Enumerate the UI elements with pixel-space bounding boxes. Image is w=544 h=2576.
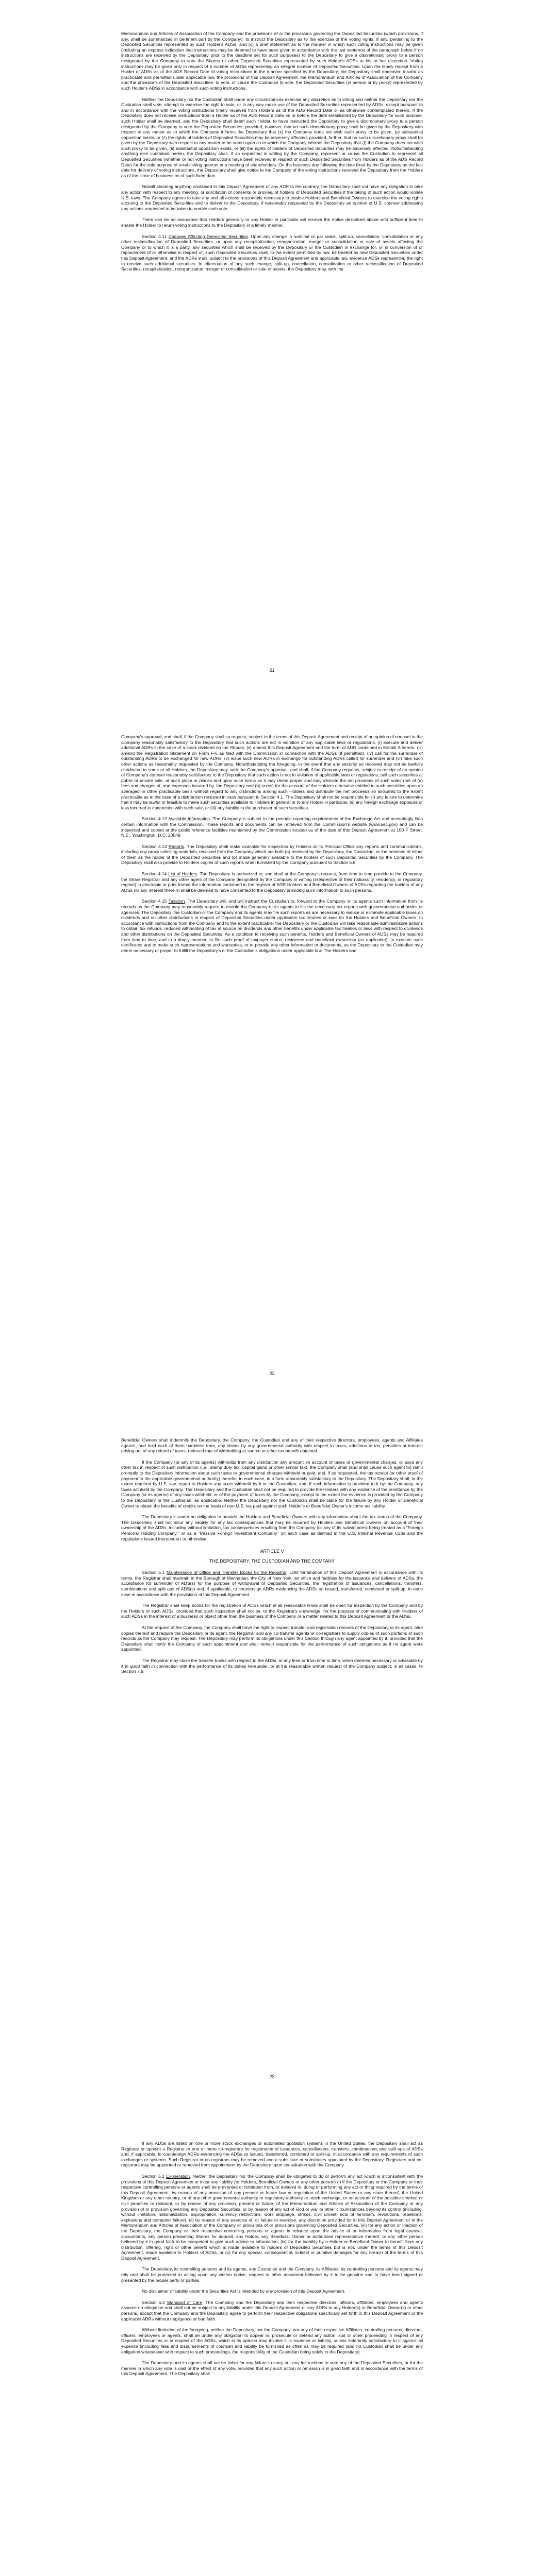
body-paragraph [121,1658,423,1674]
paragraph-text: Notwithstanding anything contained in this Deposit Agreement or any ADR to the contrary, the Depositary shall not have any obligation to take any action with respect to any meeting, or solicitation of consents or proxies, of holders of Deposited Securities if the taking of such action would violate U.S. laws. The Company agrees to take any and all actions reasonably necessary to enable Holders and Beneficial Owners to exercise the voting rights accruing to the Deposited Securities and to deliver to the Depositary, if reasonably requested by the Depositary an opinion of U.S. counsel addressing any actions requested to be taken to enable such vote. [121,184,423,211]
document-page [0,2110,544,2576]
section-paragraph: Section 4.11 Changes Affecting Deposited Securities. Upon any change in nominal or par value, split-up, cancellation, consolidation or any other reclassification of Deposited Securities, or upon any recapitalization, reorganization, merger or consolidation or sale of assets affecting the Company or to which it is a party, any securities which shall be received by the Depositary or the Custodian in exchange for, or in conversion of or replacement of or otherwise in respect of, such Deposited Securities shall, to the extent permitted by law, be treated as new Deposited Securities under this Deposit Agreement, and the ADRs shall, subject to the provisions of this Deposit Agreement and applicable law, evidence ADSs representing the right to receive such additional securities. In effectuation of any such change, split-up, cancellation, consolidation or other reclassification of Deposited Securities, recapitalization, reorganization, merger or consolidation or sale of assets, the Depositary may, with the [121,233,423,272]
section-title: Changes Affecting Deposited Securities [168,233,248,239]
section-title: Reports [168,843,184,849]
paragraph-text: The Depositary is authorized to, and shall at the Company's request, from time to time provide to the Company, the Share Registrar and any other agent of the Company designated by the Company in writing (irrespective of their nationality, residency, or regulatory regime) in electronic or print format the information contained in the register of ADR Holders and Beneficial Owners of ADSs regarding the holders of any ADSs (or any interest therein) shall be deemed to have consented to the Depositary providing such information to such persons. [121,871,423,893]
section-paragraph: Section 4.14 List of Holders. The Depositary is authorized to, and shall at the Company's request, from time to time provide to the Company, the Share Registrar and any other agent of the Company designated by the Company in writing (irrespective of their nationality, residency, or regulatory regime) in electronic or print format the information contained in the register of ADR Holders and Beneficial Owners of ADSs regarding the holders of any ADSs (or any interest therein) shall be deemed to have consented to the Depositary providing such information to such persons. [121,871,423,893]
section-paragraph: Section 4.15 Taxation. The Depositary will, and will instruct the Custodian to, forward to the Company or its agents such information from its records as the Company may reasonably request to enable the Company or its agents to file the necessary tax reports with governmental authorities or agencies. The Depositary, the Custodian or the Company and its agents may file such reports as are necessary to reduce or eliminate applicable taxes on dividends and on other distributions in respect of Deposited Securities under applicable tax treaties or laws for the Holders and Beneficial Owners. In accordance with instructions from the Company and to the extent practicable, the Depositary or the Custodian will take reasonable administrative actions to obtain tax refunds, reduced withholding of tax at source on dividends and other benefits under applicable tax treaties or laws with respect to dividends and other distributions on the Deposited Securities. As a condition to receiving such benefits, Holders and Beneficial Owners of ADSs may be required from time to time, and in a timely manner, to file such proof of taxpayer status, residence and beneficial ownership (as applicable), to execute such certificates and to make such representations and warranties, or to provide any other information or documents, as the Depositary or the Custodian may deem necessary or proper to fulfill the Depositary's or the Custodian's obligations under applicable law. The Holders and [121,899,423,953]
body-paragraph [121,2289,423,2294]
paragraph-text: The Depositary will, and will instruct the Custodian to, forward to the Company or its agents such information from its records as the Company may reasonably request to enable the Company or its agents to file the necessary tax reports with governmental authorities or agencies. The Depositary, the Custodian or the Company and its agents may file such reports as are necessary to reduce or eliminate applicable taxes on dividends and on other distributions in respect of Deposited Securities under applicable tax treaties or laws for the Holders and Beneficial Owners. In accordance with instructions from the Company and to the extent practicable, the Depositary or the Custodian will take reasonable administrative actions to obtain tax refunds, reduced withholding of tax at source on dividends and other benefits under applicable tax treaties or laws with respect to dividends and other distributions on the Deposited Securities. As a condition to receiving such benefits, Holders and Beneficial Owners of ADSs may be required from time to time, and in a timely manner, to file such proof of taxpayer status, residence and beneficial ownership (as applicable), to execute such certificates and to make such representations and warranties, or to provide any other information or documents, as the Depositary or the Custodian may deem necessary or proper to fulfill the Depositary's or the Custodian's obligations under applicable law. The Holders and [121,899,423,953]
paragraph-text: Neither the Depositary nor the Custodian shall under any circumstances exercise any discretion as to voting and neither the Depositary nor the Custodian shall vote, attempt to exercise the right to vote, or in any way make use of the Deposited Securities represented by ADSs, except pursuant to and in accordance with the voting instructions timely received from Holders as of the ADS Record Date or as otherwise contemplated therein. If the Depositary does not receive instructions from a Holder as of the ADS Record Date on or before the date established by the Depositary for such purpose, such Holder shall be deemed, and the Depositary shall deem such Holder, to have instructed the Depositary to give a discretionary proxy to a person designated by the Company to vote the Deposited Securities; provided, however, that no such discretionary proxy shall be given by the Depositary with respect to any matter as to which the Company informs the Depositary that (x) the Company does not wish such proxy to be given, (y) substantial opposition exists, or (z) the rights of holders of Deposited Securities may be adversely affected; provided, further, that no such discretionary proxy shall be given by the Depositary with respect to any matter to be voted upon as to which the Company informs the Depositary that (i) the Company does not wish such proxy to be given, (ii) substantial opposition exists, or (iii) the rights of holders of Deposited Securities may be adversely affected. Notwithstanding anything else contained herein, the Depositary shall, if so requested in writing by the Company, represent or cause the Custodian to represent all Deposited Securities (whether or not voting instructions have been received in respect of such Deposited Securities from Holders as of the ADS Record Date) for the sole purpose of establishing quorum at a meeting of shareholders. On the business day following the date fixed by the Depositary as the last date for delivery of voting instructions, the Depositary shall give notice to the Company of the voting instructions received the Depositary from the Holders as of the close of business as of such fixed date. [121,96,423,178]
section-title: List of Holders [168,871,197,877]
section-title: Standard of Care [167,2299,203,2305]
paragraph-text: Company's approval, and shall, if the Company shall so request, subject to the terms of this Deposit Agreement and receipt of an opinion of counsel to the Company reasonably satisfactory to the Depositary that such actions are not in violation of any applicable laws or regulations, (i) execute and deliver additional ADRs in the case of a stock dividend on the Shares, (ii) amend this Deposit Agreement and the form of ADR contained in Exhibit A hereto, (iii) amend the Registration Statement on Form F-6 as filed with the Commission in connection with the ADSs (if permitted), (iv) call for the surrender of outstanding ADRs to be exchanged for new ADRs, (v) issue such new ADRs in exchange for outstanding ADRs called for surrender and (vi) take such other actions as reasonably requested by the Company. Notwithstanding the foregoing, in the event that any security so received may not be lawfully distributed to some or all Holders, the Depositary may, with the Company's approval, and shall, if the Company requests, subject to receipt of an opinion of Company's counsel reasonably satisfactory to the Depositary that such action is not in violation of applicable laws or regulations, sell such securities at public or private sale, at such place or places and upon such terms as it may deem proper and may allocate the net proceeds of such sales (net of (a) fees and charges of, and expenses incurred by, the Depositary and (b) taxes) for the account of the Holders otherwise entitled to such securities upon an averaged or other practicable basis without regard to any distinctions among such Holders and distribute the net proceeds so allocated to the extent practicable as in the case of a distribution received in cash pursuant to Section 4.1. The Depositary shall not be responsible for (i) any failure to determine that it may be lawful or feasible to make such securities available to Holders in general or to any Holder in particular, (ii) any foreign exchange exposure or loss incurred in connection with such sale, or (iii) any liability to the purchaser of such securities. [121,734,423,810]
paragraph-text: Without limitation of the foregoing, neither the Depositary, nor the Company, nor any of their respective Affiliates, controlling persons, directors, officers, employees or agents, shall be under any obligation to appear in, prosecute or defend any action, suit or other proceeding in respect of any Deposited Securities or in respect of the ADSs, which in its opinion may involve it in expense or liability, unless indemnity satisfactory to it against all expense (including fees and disbursements of counsel) and liability be furnished as often as may be required (and no Custodian shall be under any obligation whatsoever with respect to such proceedings, the responsibility of the Custodian being solely to the Depositary). [121,2327,423,2354]
document-page [0,1406,544,2110]
article-subtitle: THE DEPOSITARY, THE CUSTODIAN AND THE COMPANY [209,1558,335,1564]
section-title: Exoneration [166,2173,190,2179]
body-paragraph [121,2141,423,2168]
section-paragraph: Section 4.13 Reports. The Depositary shall make available for inspection by Holders at its Principal Office any reports and communications, including any proxy soliciting materials, received from the Company which are both (a) received by the Depositary, the Custodian, or the nominee of either of them as the holder of the Deposited Securities and (b) made generally available to the holders of such Deposited Securities by the Company. The Depositary shall also provide to Holders copies of such reports when furnished by the Company pursuant to Section 5.6. [121,843,423,866]
section-title: Taxation [168,899,185,904]
body-paragraph [121,2327,423,2354]
body-paragraph [121,1603,423,1619]
paragraph-text: The Registrar shall keep books for the registration of ADSs which at all reasonable times shall be open for inspection by the Company and by the Holders of such ADSs, provided that such inspection shall not be, to the Registrar's knowledge, for the purpose of communicating with Holders of such ADSs in the interest of a business or object other than the business of the Company or a matter related to this Deposit Agreement or the ADSs. [121,1603,423,1619]
paragraph-text: The Depositary shall make available for inspection by Holders at its Principal Office any reports and communications, including any proxy soliciting materials, received from the Company which are both (a) received by the Depositary, the Custodian, or the nominee of either of them as the holder of the Deposited Securities and (b) made generally available to the holders of such Deposited Securities by the Company. The Depositary shall also provide to Holders copies of such reports when furnished by the Company pursuant to Section 5.6. [121,843,423,866]
paragraph-text: The Depositary is under no obligation to provide the Holders and Beneficial Owners with any information about the tax status of the Company. The Depositary shall not incur any liability for any tax consequences that may be incurred by Holders and Beneficial Owners on account of their ownership of the ADSs, including without limitation, tax consequences resulting from the Company (or any of its subsidiaries) being treated as a "Foreign Personal Holding Company," or as a "Passive Foreign Investment Company" (in each case as defined in the U.S. Internal Revenue Code and the regulations issued thereunder) or otherwise. [121,1514,423,1541]
paragraph-text: At the request of the Company, the Company shall have the right to inspect transfer and registration records of the Depositary or its agent, take copies thereof and require the Depositary or its agent, the Registrar and any co-transfer agents or co-registrars to supply copies of such portions of such records as the Company may request. The Depositary may perform its obligations under this Section through any agent appointed by it, provided that the Depositary shall notify the Company of such appointment and shall remain responsible for the performance of such obligations as if no agent were appointed. [121,1625,423,1652]
page-number: 23 [269,2074,275,2079]
section-number: Section 4.11 [142,233,167,239]
section-title: Available Information [168,816,210,822]
paragraph-text: The Depositary and its agents shall not be liable for any failure to carry out any instructions to vote any of the Deposited Securities, or for the manner in which any vote is cast or the effect of any vote, provided that any such action or omission is in good faith and in accordance with the terms of this Deposit Agreement. The Depositary shall [121,2360,423,2377]
body-paragraph [121,1625,423,1652]
body-paragraph [121,31,423,91]
body-paragraph [121,97,423,179]
paragraph-text: The Depositary, its controlling persons and its agents, any Custodian and the Company, its Affiliates, its controlling persons and its agents may rely and shall be protected in acting upon any written notice, request or other document believed by it to be genuine and to have been signed or presented by the proper party or parties. [121,2266,423,2283]
body-paragraph [121,1514,423,1541]
article-heading: ARTICLE V [260,1549,284,1554]
paragraph-text: Beneficial Owners shall indemnify the Depositary, the Company, the Custodian and any of their respective directors, employees, agents and Affiliates against, and hold each of them harmless from, any claims by any governmental authority with respect to taxes, additions to tax, penalties or interest arising out of any refund of taxes, reduced rate of withholding at source or other tax benefit obtained. [121,1437,423,1454]
section-number: Section 5.2 [142,2173,164,2179]
section-number: Section 4.13 [142,843,167,849]
section-number: Section 4.12 [142,816,167,822]
body-paragraph [121,217,423,228]
section-number: Section 4.14 [142,871,167,877]
paragraph-text: Neither the Depositary nor the Company shall be obligated to do or perform any act which is inconsistent with the provisions of this Deposit Agreement or incur any liability (to Holders, Beneficial Owners or any other person) (i) if the Depositary or the Company or their respective controlling persons or agents shall be prevented or forbidden from, or delayed in, doing or performing any act or thing required by the terms of this Deposit Agreement, by reason of any provision of any present or future law or regulation of the United States or any state thereof, the United Kingdom or any other country, or of any other governmental authority or regulatory authority or stock exchange, or on account of the possible criminal or civil penalties or restraint, or by reason of any provision, present or future, of the Memorandum and Articles of Association of the Company or any provision of or provision governing any Deposited Securities, or by reason of any act of God or war or other circumstances beyond its control (including, without limitation, nationalization, expropriation, currency restrictions, work stoppage, strikes, civil unrest, acts of terrorism, revolutions, rebellions, explosions and computer failure), (ii) by reason of any exercise of, or failure to exercise, any discretion provided for in this Deposit Agreement or in the Memorandum and Articles of Association of the Company or provisions of or provisions governing Deposited Securities, (iii) for any action or inaction of the Depositary, the Company or their respective controlling persons or agents in reliance upon the advice of or information from legal counsel, accountants, any person presenting Shares for deposit, any Holder, any Beneficial Owner or authorized representative thereof, or any other person believed by it in good faith to be competent to give such advice or information, (iv) for the inability by a Holder or Beneficial Owner to benefit from any distribution, offering, right or other benefit which is made available to holders of Deposited Securities but is not, under the terms of this Deposit Agreement, made available to Holders of ADSs, or (v) for any special, consequential, indirect or punitive damages for any breach of the terms of this Deposit Agreement. [121,2173,423,2261]
page-number: 22 [269,1371,275,1376]
document-page [0,703,544,1406]
body-paragraph [121,2360,423,2377]
body-paragraph [121,1460,423,1509]
section-number: Section 4.15 [142,899,167,904]
page-number: 21 [269,668,275,673]
paragraph-text: No disclaimer of liability under the Securities Act is intended by any provision of this Deposit Agreement. [142,2289,345,2294]
document-page [0,0,544,703]
paragraph-text: The Company and the Depositary and their respective directors, officers, affiliates, employees and agents assume no obligation and shall not be subject to any liability under this Deposit Agreement or any ADRs to any Holder(s) or Beneficial Owner(s) or other persons, except that the Company and the Depositary agree to perform their respective obligations specifically set forth in this Deposit Agreement or the applicable ADRs without negligence or bad faith. [121,2299,423,2321]
paragraph-text: The Registrar may close the transfer books with respect to the ADSs, at any time or from time to time, when deemed necessary or advisable by it in good faith in connection with the performance of its duties hereunder, or at the reasonable written request of the Company subject, in all cases, to Section 7.8. [121,1658,423,1674]
paragraph-text: Until termination of this Deposit Agreement in accordance with its terms, the Registrar shall maintain in the Borough of Manhattan, the City of New York, an office and facilities for the issuance and delivery of ADSs, the acceptance for surrender of ADS(s) for the purpose of withdrawal of Deposited Securities, the registration of issuances, cancellations, transfers, combinations and split-ups of ADS(s) and, if applicable, to countersign ADRs evidencing the ADSs so issued, transferred, combined or split-up, in each case in accordance with the provisions of this Deposit Agreement. [121,1570,423,1597]
body-paragraph [121,734,423,810]
paragraph-text: The Company is subject to the periodic reporting requirements of the Exchange Act and accordingly files certain information with the Commission. These reports and documents can be retrieved from the Commission's website (www.sec.gov) and can be inspected and copied at the public reference facilities maintained by the Commission located as of the date of this Deposit Agreement at 100 F Street, N.E., Washington, D.C. 20549. [121,816,423,838]
section-paragraph: Section 5.2 Exoneration. Neither the Depositary nor the Company shall be obligated to do or perform any act which is inconsistent with the provisions of this Deposit Agreement or incur any liability (to Holders, Beneficial Owners or any other person) (i) if the Depositary or the Company or their respective controlling persons or agents shall be prevented or forbidden from, or delayed in, doing or performing any act or thing required by the terms of this Deposit Agreement, by reason of any provision of any present or future law or regulation of the United States or any state thereof, the United Kingdom or any other country, or of any other governmental authority or regulatory authority or stock exchange, or on account of the possible criminal or civil penalties or restraint, or by reason of any provision, present or future, of the Memorandum and Articles of Association of the Company or any provision of or provision governing any Deposited Securities, or by reason of any act of God or war or other circumstances beyond its control (including, without limitation, nationalization, expropriation, currency restrictions, work stoppage, strikes, civil unrest, acts of terrorism, revolutions, rebellions, explosions and computer failure), (ii) by reason of any exercise of, or failure to exercise, any discretion provided for in this Deposit Agreement or in the Memorandum and Articles of Association of the Company or provisions of or provisions governing Deposited Securities, (iii) for any action or inaction of the Depositary, the Company or their respective controlling persons or agents in reliance upon the advice of or information from legal counsel, accountants, any person presenting Shares for deposit, any Holder, any Beneficial Owner or authorized representative thereof, or any other person believed by it in good faith to be competent to give such advice or information, (iv) for the inability by a Holder or Beneficial Owner to benefit from any distribution, offering, right or other benefit which is made available to holders of Deposited Securities but is not, under the terms of this Deposit Agreement, made available to Holders of ADSs, or (v) for any special, consequential, indirect or punitive damages for any breach of the terms of this Deposit Agreement. [121,2173,423,2261]
section-number: Section 5.3 [142,2299,165,2305]
body-paragraph [121,2266,423,2283]
body-paragraph [121,184,423,211]
section-title: Maintenance of Office and Transfer Books by the Registrar [166,1570,287,1575]
paragraph-text: If the Company (or any of its agents) withholds from any distribution any amount on account of taxes or governmental charges, or pays any other tax in respect of such distribution (i.e., stamp duty tax, capital gains or other similar tax), the Company shall (and shall cause such agent to) remit promptly to the Depositary information about such taxes or governmental charges withheld or paid, and, if so requested, the tax receipt (or other proof of payment to the applicable governmental authority) therefor, in each case, in a form reasonably satisfactory to the Depositary. The Depositary shall, to the extent required by U.S. law, report to Holders any taxes withheld by it or the Custodian, and, if such information is provided to it by the Company, any taxes withheld by the Company. The Depositary and the Custodian shall not be required to provide the Holders with any evidence of the remittance by the Company (or its agents) of any taxes withheld, or of the payment of taxes by the Company, except to the extent the evidence is provided by the Company to the Depositary or the Custodian, as applicable. Neither the Depositary nor the Custodian shall be liable for the failure by any Holder or Beneficial Owner to obtain the benefits of credits on the basis of non-U.S. tax paid against such Holder's or Beneficial Owner's income tax liability. [121,1459,423,1509]
paragraph-text: Upon any change in nominal or par value, split-up, cancellation, consolidation or any other reclassification of Deposited Securities, or upon any recapitalization, reorganization, merger or consolidation or sale of assets affecting the Company or to which it is a party, any securities which shall be received by the Depositary or the Custodian in exchange for, or in conversion of or replacement of or otherwise in respect of, such Deposited Securities shall, to the extent permitted by law, be treated as new Deposited Securities under this Deposit Agreement, and the ADRs shall, subject to the provisions of this Deposit Agreement and applicable law, evidence ADSs representing the right to receive such additional securities. In effectuation of any such change, split-up, cancellation, consolidation or other reclassification of Deposited Securities, recapitalization, reorganization, merger or consolidation or sale of assets, the Depositary may, with the [121,233,423,272]
section-paragraph: Section 5.1 Maintenance of Office and Transfer Books by the Registrar. Until termination of this Deposit Agreement in accordance with its terms, the Registrar shall maintain in the Borough of Manhattan, the City of New York, an office and facilities for the issuance and delivery of ADSs, the acceptance for surrender of ADS(s) for the purpose of withdrawal of Deposited Securities, the registration of issuances, cancellations, transfers, combinations and split-ups of ADS(s) and, if applicable, to countersign ADRs evidencing the ADSs so issued, transferred, combined or split-up, in each case in accordance with the provisions of this Deposit Agreement. [121,1570,423,1597]
section-number: Section 5.1 [142,1570,165,1575]
section-paragraph: Section 4.12 Available Information. The Company is subject to the periodic reporting requirements of the Exchange Act and accordingly files certain information with the Commission. These reports and documents can be retrieved from the Commission's website (www.sec.gov) and can be inspected and copied at the public reference facilities maintained by the Commission located as of the date of this Deposit Agreement at 100 F Street, N.E., Washington, D.C. 20549. [121,816,423,838]
paragraph-text: There can be no assurance that Holders generally or any Holder in particular will receive the notice described above with sufficient time to enable the Holder to return voting instructions to the Depositary in a timely manner. [121,217,423,228]
paragraph-text: If any ADSs are listed on one or more stock exchanges or automated quotation systems in the United States, the Depositary shall act as Registrar or appoint a Registrar or one or more co-registrars for registration of issuances, cancellations, transfers, combinations and split-ups of ADSs and, if applicable, to countersign ADRs evidencing the ADSs so issued, transferred, combined or split-up, in accordance with any requirements of such exchanges or systems. Such Registrar or co-registrars may be removed and a substitute or substitutes appointed by the Depositary. Registrars and co-registrars may be appointed or removed from appointment by the Depositary upon consultation with the Company. [121,2141,423,2168]
section-paragraph: Section 5.3 Standard of Care. The Company and the Depositary and their respective directors, officers, affiliates, employees and agents assume no obligation and shall not be subject to any liability under this Deposit Agreement or any ADRs to any Holder(s) or Beneficial Owner(s) or other persons, except that the Company and the Depositary agree to perform their respective obligations specifically set forth in this Deposit Agreement or the applicable ADRs without negligence or bad faith. [121,2299,423,2321]
paragraph-text: Memorandum and Articles of Association of the Company and the provisions of or the provisions governing the Deposited Securities (which provisions, if any, shall be summarized in pertinent part by the Company), to instruct the Depositary as to the exercise of the voting rights, if any, pertaining to the Deposited Securities represented by such Holder's ADSs, and (c) a brief statement as to the manner in which such voting instructions may be given (including an express indication that instructions may be deemed to have been given in accordance with the last sentence of the paragraph below if no instructions are received by the Depositary prior to the deadline set for such purposes) to the Depositary to give a discretionary proxy to a person designated by the Company to vote the Shares or other Deposited Securities represented by such Holder's ADSs to his or her discretion. Voting instructions may be given only in respect of a number of ADSs representing an integral number of Deposited Securities. Upon the timely receipt from a Holder of ADSs as of the ADS Record Date of voting instructions in the manner specified by the Depositary, the Depositary shall endeavor, insofar as practicable and permitted under applicable law, the provisions of this Deposit Agreement, the Memorandum and Articles of Association of the Company and the provisions of the Deposited Securities, to vote, or cause the Custodian to vote, the Deposited Securities (in person or by proxy) represented by such Holder's ADSs in accordance with such voting instructions. [121,31,423,91]
body-paragraph [121,1437,423,1454]
